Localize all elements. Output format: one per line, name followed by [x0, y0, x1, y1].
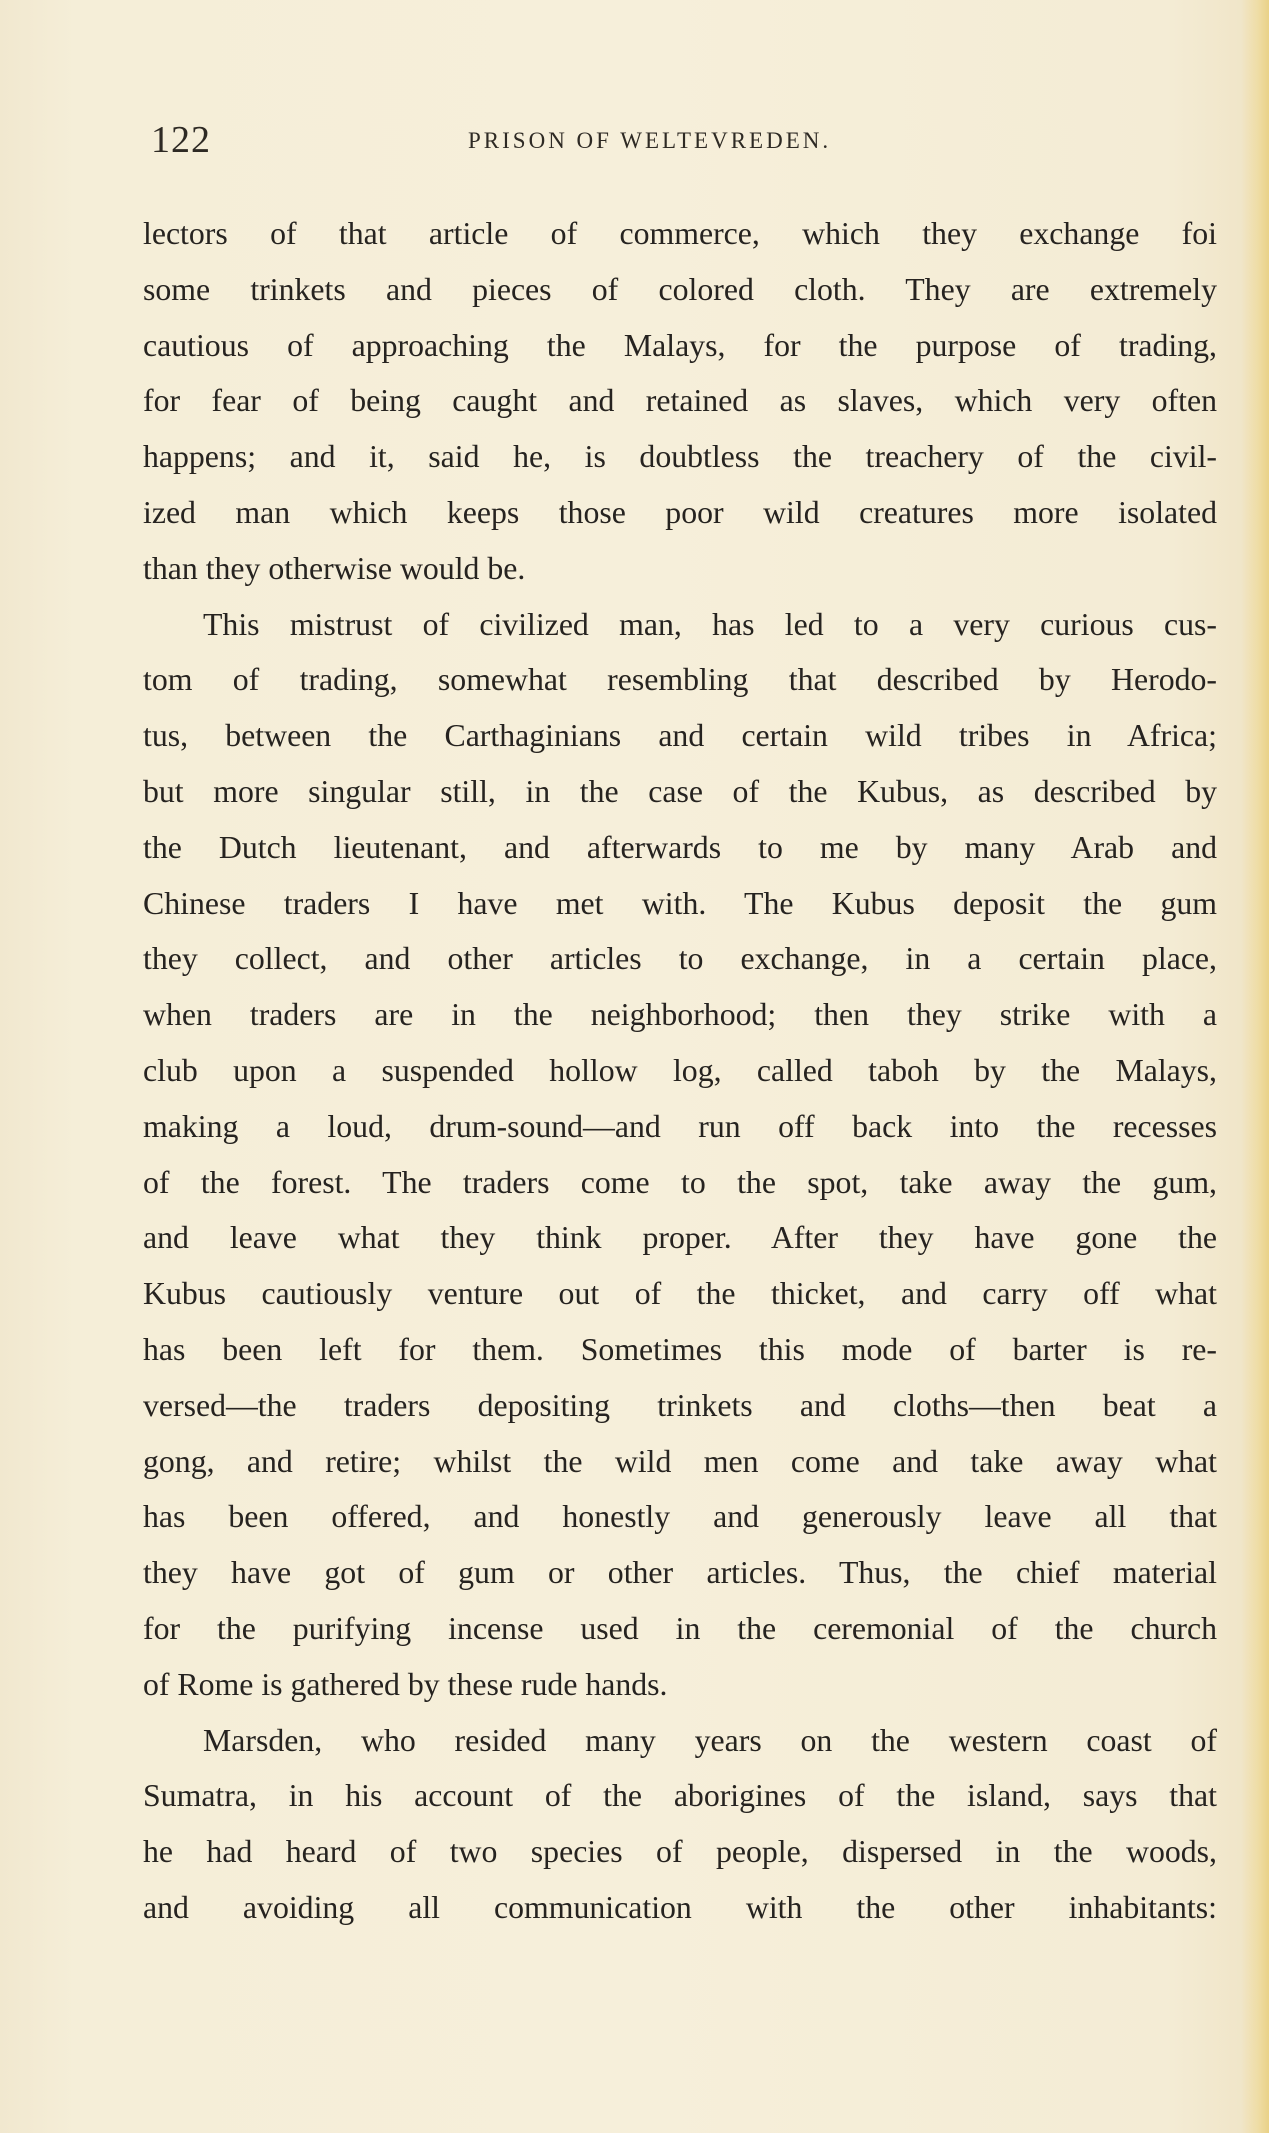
text-line: for fear of being caught and retained as slaves, which very often — [143, 383, 1217, 419]
text-line: but more singular still, in the case of the Kubus, as described by — [143, 773, 1217, 809]
body-text — [143, 206, 1217, 1936]
paragraph — [143, 206, 1217, 597]
paragraph — [143, 1713, 1217, 1936]
text-line: he had heard of two species of people, dispersed in the woods, — [143, 1834, 1217, 1870]
text-line: cautious of approaching the Malays, for the purpose of trading, — [143, 327, 1217, 363]
text-line: Marsden, who resided many years on the western coast of — [203, 1722, 1217, 1758]
text-line: they collect, and other articles to exchange, in a certain place, — [143, 941, 1217, 977]
text-line: This mistrust of civilized man, has led to a very curious cus- — [203, 606, 1217, 642]
text-line: Chinese traders I have met with. The Kubus deposit the gum — [143, 885, 1217, 921]
text-line: ized man which keeps those poor wild creatures more isolated — [143, 494, 1217, 530]
text-line: club upon a suspended hollow log, called taboh by the Malays, — [143, 1052, 1217, 1088]
text-line: versed—the traders depositing trinkets and cloths—then beat a — [143, 1387, 1217, 1423]
text-line: and avoiding all communication with the other inhabitants: — [143, 1889, 1217, 1925]
text-line: the Dutch lieutenant, and afterwards to me by many Arab and — [143, 829, 1217, 865]
page-edge-shading — [1241, 0, 1269, 2133]
page-number: 122 — [151, 119, 211, 161]
text-line: than they otherwise would be. — [143, 550, 526, 586]
text-line: tus, between the Carthaginians and certain wild tribes in Africa; — [143, 718, 1217, 754]
text-line: happens; and it, said he, is doubtless the treachery of the civil- — [143, 439, 1217, 475]
text-line: for the purifying incense used in the ceremonial of the church — [143, 1610, 1217, 1646]
text-line: gong, and retire; whilst the wild men come and take away what — [143, 1443, 1217, 1479]
running-title: PRISON OF WELTEVREDEN. — [468, 128, 832, 153]
text-line: lectors of that article of commerce, which they exchange foi — [143, 216, 1217, 251]
text-line: has been left for them. Sometimes this mode of barter is re- — [143, 1331, 1217, 1367]
page-header — [147, 118, 1223, 168]
text-line: Kubus cautiously venture out of the thicket, and carry off what — [143, 1276, 1217, 1312]
text-line: of the forest. The traders come to the spot, take away the gum, — [143, 1164, 1217, 1200]
text-line: some trinkets and pieces of colored cloth. They are extremely — [143, 271, 1217, 307]
text-line: tom of trading, somewhat resembling that described by Herodo- — [143, 662, 1217, 698]
text-line: and leave what they think proper. After they have gone the — [143, 1220, 1217, 1256]
text-line: when traders are in the neighborhood; then they strike with a — [143, 997, 1217, 1033]
text-line: of Rome is gathered by these rude hands. — [143, 1666, 668, 1702]
text-line: making a loud, drum-sound—and run off back into the recesses — [143, 1108, 1217, 1144]
paragraph — [143, 597, 1217, 1713]
text-line: they have got of gum or other articles. Thus, the chief material — [143, 1555, 1217, 1591]
text-line: has been offered, and honestly and generously leave all that — [143, 1499, 1217, 1535]
text-line: Sumatra, in his account of the aborigines of the island, says that — [143, 1778, 1217, 1814]
